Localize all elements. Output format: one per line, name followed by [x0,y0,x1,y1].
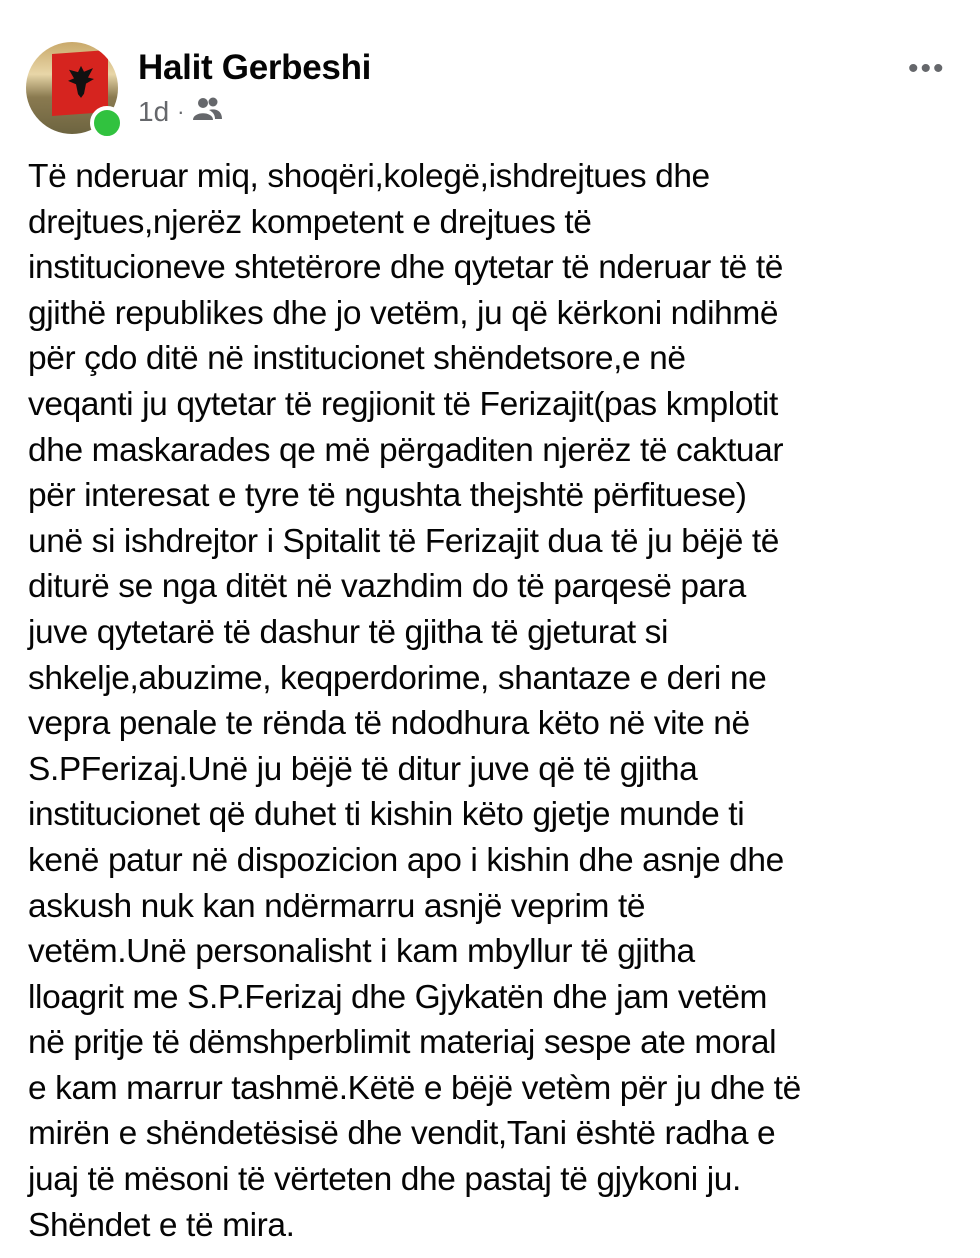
post-text-line: gjithë republikes dhe jo vetëm, ju që kërkoni ndihmë [28,294,779,332]
post-text-line: diturë se nga ditët në vazhdim do të parqesë para [28,568,746,606]
post-text-line: unë si ishdrejtor i Spitalit të Ferizajit dua të ju bëjë të [28,522,780,560]
separator: · [177,99,185,124]
post-text-line: e kam marrur tashmë.Këtë e bëjë vetèm për ju dhe të [28,1069,801,1107]
online-status-indicator [90,106,124,140]
post-text-line: vepra penale te rënda të ndodhura këto në vite në [28,705,750,743]
post-text-line: askush nuk kan ndërmarru asnjë veprim të [28,887,646,925]
eagle-icon [66,63,96,107]
post-text-line: Të nderuar miq, shoqëri,kolegë,ishdrejtues dhe [28,158,710,195]
post-text-line: juaj të mësoni të vërteten dhe pastaj të gjykoni ju. [28,1161,741,1199]
post-time[interactable]: 1d [138,96,170,127]
friends-icon[interactable] [192,96,222,128]
post-text-line: dhe maskarades qe më përgaditen njerëz të caktuar [28,431,784,469]
more-options-icon[interactable]: ••• [908,52,946,85]
post-meta [138,96,222,128]
post-text-line: drejtues,njerëz kompetent e drejtues të [28,203,592,241]
post-text-line: veqanti ju qytetar të regjionit të Ferizajit(pas kmplotit [28,385,778,423]
post-text-line: shkelje,abuzime, keqperdorime, shantaze e deri ne [28,659,767,697]
post-text-line: institucioneve shtetërore dhe qytetar të nderuar të të [28,249,783,287]
post-text-line: në pritje të dëmshperblimit materiaj sespe ate moral [28,1024,777,1062]
post-text [28,154,801,1248]
post-text-line: për çdo ditë në institucionet shëndetsore,e në [28,340,686,378]
post-text-line: institucionet që duhet ti kishin këto gjetje munde ti [28,796,745,834]
albanian-flag-image [52,50,108,116]
post-text-line: për interesat e tyre të ngushta thejshtë përfituese) [28,477,747,515]
post-text-line: S.PFerizaj.Unë ju bëjë të ditur juve që të gjitha [28,750,698,788]
author-name[interactable]: Halit Gerbeshi [138,48,372,87]
post-text-line: vetëm.Unë personalisht i kam mbyllur të gjitha [28,933,695,971]
post-text-line: juve qytetarë të dashur të gjitha të gjeturat si [28,613,669,651]
post-text-line: kenë patur në dispozicion apo i kishin dhe asnje dhe [28,841,784,879]
post-text-line: Shëndet e të mira. [28,1206,295,1244]
post-text-line: mirën e shëndetësisë dhe vendit,Tani është radha e [28,1115,776,1153]
post-text-line: lloagrit me S.P.Ferizaj dhe Gjykatën dhe jam vetëm [28,978,768,1016]
